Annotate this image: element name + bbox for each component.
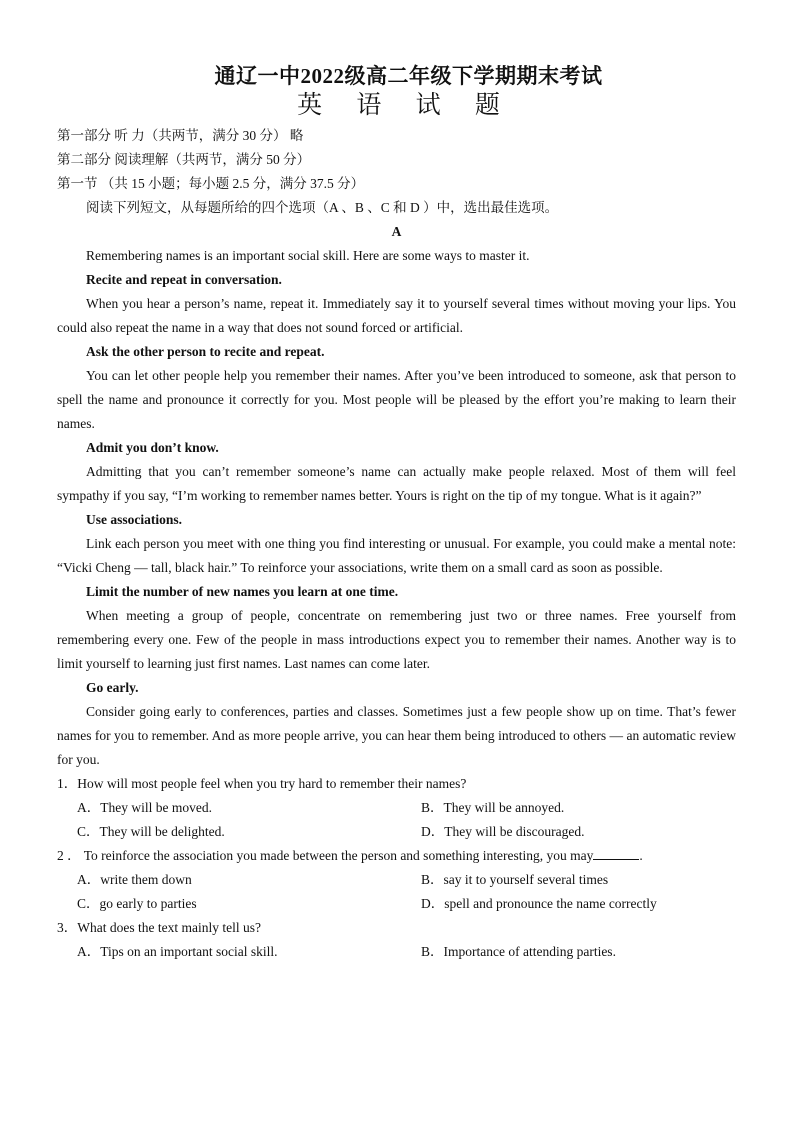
question-2-option-d: D．spell and pronounce the name correctly [421,896,657,911]
question-1-option-b: B．They will be annoyed. [421,800,565,815]
question-3-option-b: B．Importance of attending parties. [421,944,616,959]
section1-heading: 第一节 （共 15 小题；每小题 2.5 分，满分 37.5 分） [57,176,365,191]
passage-paragraph-4: Link each person you meet with one thing you find interesting or unusual. For example, you could make a mental note: “Vicki Cheng — tall, black hair.” To reinforce your associations, write them on a small card as soon as possible. [57,536,736,575]
question-2-stem-text: 2 ． To reinforce the association you made between the person and something interesting, you may [57,848,594,863]
exam-title: 通辽一中2022级高二年级下学期期末考试 [214,64,603,88]
answer-blank [593,845,639,860]
question-2-option-c: C．go early to parties [77,896,197,911]
question-2-stem [57,844,736,868]
question-1-option-a: A．They will be moved. [77,800,212,815]
passage-heading-2: Ask the other person to recite and repeat. [86,344,325,359]
question-1-options-row-1 [57,796,736,820]
part1-heading: 第一部分 听 力（共两节，满分 30 分） 略 [57,128,304,143]
question-1-options-row-2 [57,820,736,844]
passage-paragraph-1: When you hear a person’s name, repeat it. Immediately say it to yourself several times without moving your lips. You could also repeat the name in a way that does not sound forced or artificial. [57,296,736,335]
question-1-option-c: C．They will be delighted. [77,824,225,839]
question-1-stem: 1．How will most people feel when you try hard to remember their names? [57,776,467,791]
question-2-stem-end: . [639,848,643,863]
question-2-options-row-2 [57,892,736,916]
question-2-options-row-1 [57,868,736,892]
passage-heading-6: Go early. [86,680,139,695]
passage-label: A [391,224,402,239]
question-1-option-d: D．They will be discouraged. [421,824,585,839]
passage-heading-1: Recite and repeat in conversation. [86,272,282,287]
passage-heading-3: Admit you don’t know. [86,440,219,455]
passage-paragraph-2: You can let other people help you remember their names. After you’ve been introduced to someone, ask that person to spell the name and pronounce it correctly for you. Most people will be pleased by the effort you’re making to learn their names. [57,368,736,431]
exam-page [57,62,736,964]
question-2-option-b: B．say it to yourself several times [421,872,609,887]
passage-paragraph-6: Consider going early to conferences, parties and classes. Sometimes just a few people show up on time. That’s fewer names for you to remember. And as more people arrive, you can hear them being introduced to others — an automatic review for you. [57,704,736,767]
passage-paragraph-3: Admitting that you can’t remember someone’s name can actually make people relaxed. Most of them will feel sympathy if you say, “I’m working to remember names better. Yours is right on the tip of my tongue. What is it again?” [57,464,736,503]
question-2-option-a: A．write them down [77,872,192,887]
passage-intro: Remembering names is an important social skill. Here are some ways to master it. [86,248,530,263]
question-3-option-a: A．Tips on an important social skill. [77,944,278,959]
passage-paragraph-5: When meeting a group of people, concentrate on remembering just two or three names. Free yourself from remembering every one. Few of the people in mass introductions expect you to remember their names. Another way is to limit yourself to learning just first names. Last names can come later. [57,608,736,671]
passage-heading-4: Use associations. [86,512,183,527]
exam-subtitle: 英 语 试 题 [297,92,514,119]
question-3-options-row-1 [57,940,736,964]
question-3-stem: 3．What does the text mainly tell us? [57,920,261,935]
instruction-text: 阅读下列短文，从每题所给的四个选项（A 、B 、C 和 D ）中，选出最佳选项。 [86,200,559,215]
part2-heading: 第二部分 阅读理解（共两节，满分 50 分） [57,152,311,167]
passage-heading-5: Limit the number of new names you learn at one time. [86,584,399,599]
